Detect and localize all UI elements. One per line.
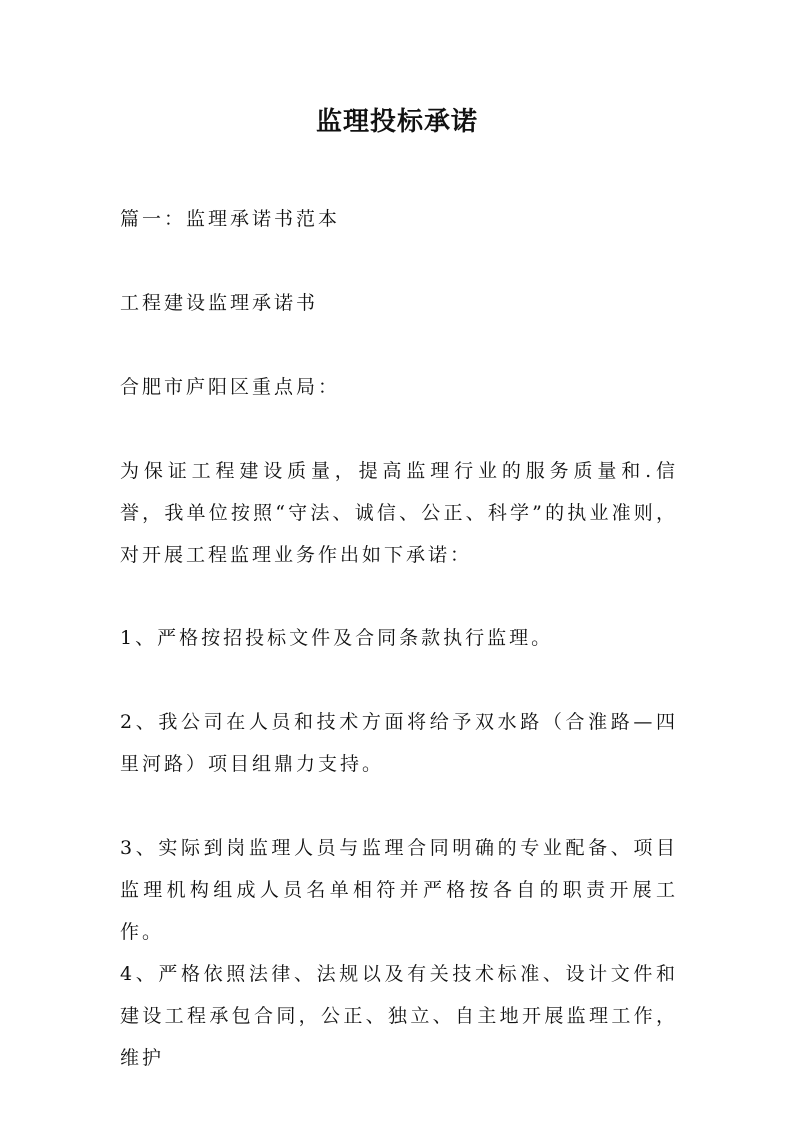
commitment-item-1: 1、严格按招投标文件及合同条款执行监理。 <box>120 627 554 649</box>
commitment-item-4: 4、严格依照法律、法规以及有关技术标准、设计文件和建设工程承包合同，公正、独立、自主地开展监理工作，维护 <box>120 963 678 1069</box>
addressee: 合肥市庐阳区重点局： <box>120 376 341 398</box>
intro-paragraph: 为保证工程建设质量，提高监理行业的服务质量和.信誉，我单位按照“守法、诚信、公正、科学”的执业准则，对开展工程监理业务作出如下承诺： <box>120 460 678 566</box>
document-title: 监理投标承诺 <box>315 107 478 137</box>
commitment-item-3: 3、实际到岗监理人员与监理合同明确的专业配备、项目监理机构组成人员名单相符并严格按各自的职责开展工作。 <box>120 837 678 943</box>
document-subtitle: 工程建设监理承诺书 <box>120 292 319 314</box>
commitment-item-2: 2、我公司在人员和技术方面将给予双水路（合淮路—四里河路）项目组鼎力支持。 <box>120 711 678 775</box>
section-heading: 篇一：监理承诺书范本 <box>120 208 341 230</box>
